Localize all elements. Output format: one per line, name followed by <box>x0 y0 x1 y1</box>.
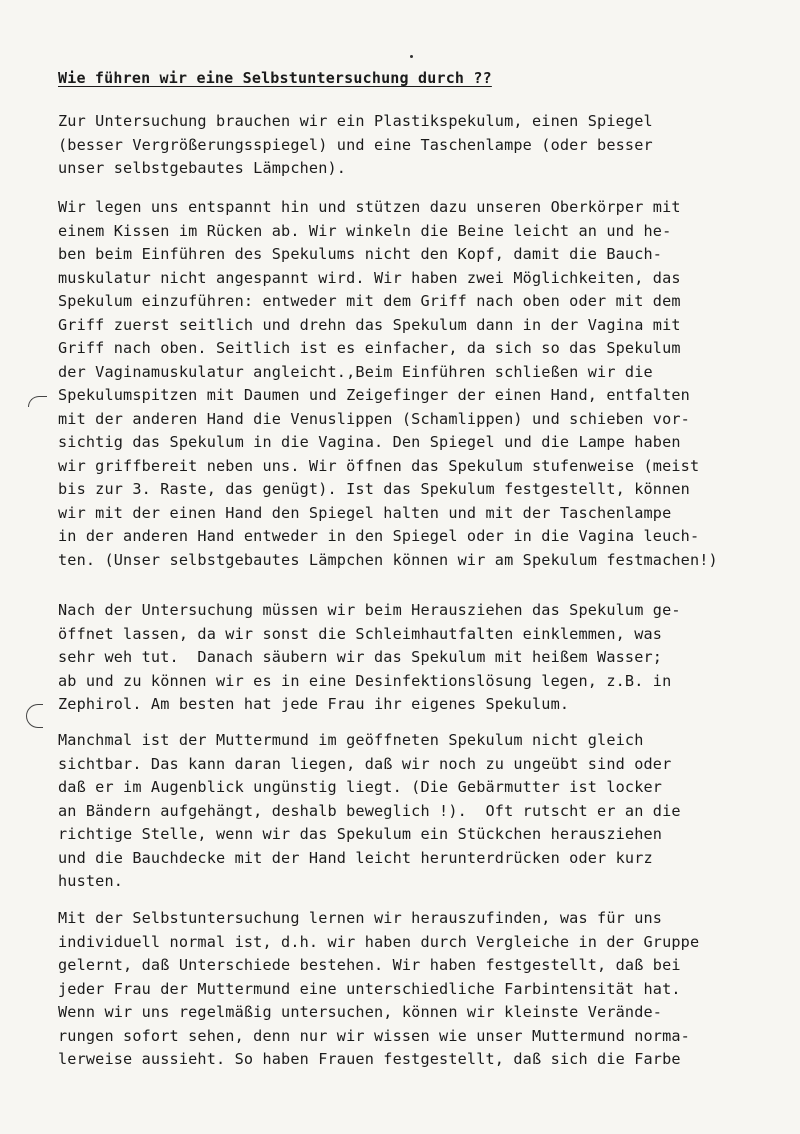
text-line: mit der anderen Hand die Venuslippen (Schamlippen) und schieben vor- <box>58 409 690 428</box>
paragraph-2 <box>58 196 758 572</box>
text-line: Nach der Untersuchung müssen wir beim Herausziehen das Spekulum ge- <box>58 601 681 619</box>
text-line: einem Kissen im Rücken ab. Wir winkeln die Beine leicht an und he- <box>58 221 672 240</box>
text-line: Zephirol. Am besten hat jede Frau ihr eigenes Spekulum. <box>58 695 570 713</box>
text-line: wir griffbereit neben uns. Wir öffnen das Spekulum stufenweise (meist <box>58 456 700 475</box>
text-line: daß er im Augenblick ungünstig liegt. (Die Gebärmutter ist locker <box>58 778 663 796</box>
text-line: Manchmal ist der Muttermund im geöffneten Spekulum nicht gleich <box>58 731 644 749</box>
ink-dot <box>410 55 413 58</box>
text-line: jeder Frau der Muttermund eine unterschiedliche Farbintensität hat. <box>58 979 681 998</box>
text-line: sehr weh tut. Danach säubern wir das Spekulum mit heißem Wasser; <box>58 648 663 666</box>
margin-mark <box>28 396 47 407</box>
paragraph-3 <box>58 599 758 717</box>
text-line: (besser Vergrößerungsspiegel) und eine Taschenlampe (oder besser <box>58 135 653 154</box>
text-line: wir mit der einen Hand den Spiegel halten und mit der Taschenlampe <box>58 503 672 522</box>
text-line: lerweise aussieht. So haben Frauen festgestellt, daß sich die Farbe <box>58 1050 681 1068</box>
document-title: Wie führen wir eine Selbstuntersuchung durch ?? <box>58 69 492 87</box>
text-line: gelernt, daß Unterschiede bestehen. Wir haben festgestellt, daß bei <box>58 956 681 974</box>
text-line: husten. <box>58 872 124 890</box>
text-line: ab und zu können wir es in eine Desinfektionslösung legen, z.B. in <box>58 671 672 690</box>
text-line: Griff zuerst seitlich und drehn das Spekulum dann in der Vagina mit <box>58 315 681 334</box>
text-line: ten. (Unser selbstgebautes Lämpchen können wir am Spekulum festmachen!) <box>58 550 718 569</box>
paragraph-5 <box>58 907 758 1072</box>
margin-mark <box>26 704 43 728</box>
text-line: in der anderen Hand entweder in den Spiegel oder in die Vagina leuch- <box>58 527 700 545</box>
text-line: ben beim Einführen des Spekulums nicht den Kopf, damit die Bauch- <box>58 245 663 263</box>
text-line: öffnet lassen, da wir sonst die Schleimhautfalten einklemmen, was <box>58 624 663 643</box>
text-line: sichtbar. Das kann daran liegen, daß wir noch zu ungeübt sind oder <box>58 754 672 773</box>
text-line: Mit der Selbstuntersuchung lernen wir herauszufinden, was für uns <box>58 909 663 927</box>
text-line: muskulatur nicht angespannt wird. Wir haben zwei Möglichkeiten, das <box>58 268 681 287</box>
text-line: sichtig das Spekulum in die Vagina. Den Spiegel und die Lampe haben <box>58 433 681 451</box>
text-line: individuell normal ist, d.h. wir haben durch Vergleiche in der Gruppe <box>58 932 700 951</box>
paragraph-1 <box>58 110 758 181</box>
text-line: bis zur 3. Raste, das genügt). Ist das Spekulum festgestellt, können <box>58 480 690 498</box>
paragraph-4 <box>58 729 758 894</box>
text-line: und die Bauchdecke mit der Hand leicht herunterdrücken oder kurz <box>58 848 653 867</box>
text-line: Griff nach oben. Seitlich ist es einfacher, da sich so das Spekulum <box>58 339 681 357</box>
text-line: der Vaginamuskulatur angleicht.,Beim Einführen schließen wir die <box>58 362 653 381</box>
text-line: unser selbstgebautes Lämpchen). <box>58 159 347 177</box>
text-line: Wir legen uns entspannt hin und stützen dazu unseren Oberkörper mit <box>58 198 681 216</box>
text-line: richtige Stelle, wenn wir das Spekulum ein Stückchen herausziehen <box>58 825 663 843</box>
text-line: Zur Untersuchung brauchen wir ein Plastikspekulum, einen Spiegel <box>58 112 653 130</box>
text-line: an Bändern aufgehängt, deshalb beweglich !). Oft rutscht er an die <box>58 801 681 820</box>
text-line: Spekulum einzuführen: entweder mit dem Griff nach oben oder mit dem <box>58 292 681 310</box>
text-line: Spekulumspitzen mit Daumen und Zeigefinger der einen Hand, entfalten <box>58 386 690 404</box>
text-line: rungen sofort sehen, denn nur wir wissen wie unser Muttermund norma- <box>58 1026 690 1045</box>
text-line: Wenn wir uns regelmäßig untersuchen, können wir kleinste Verände- <box>58 1003 663 1021</box>
